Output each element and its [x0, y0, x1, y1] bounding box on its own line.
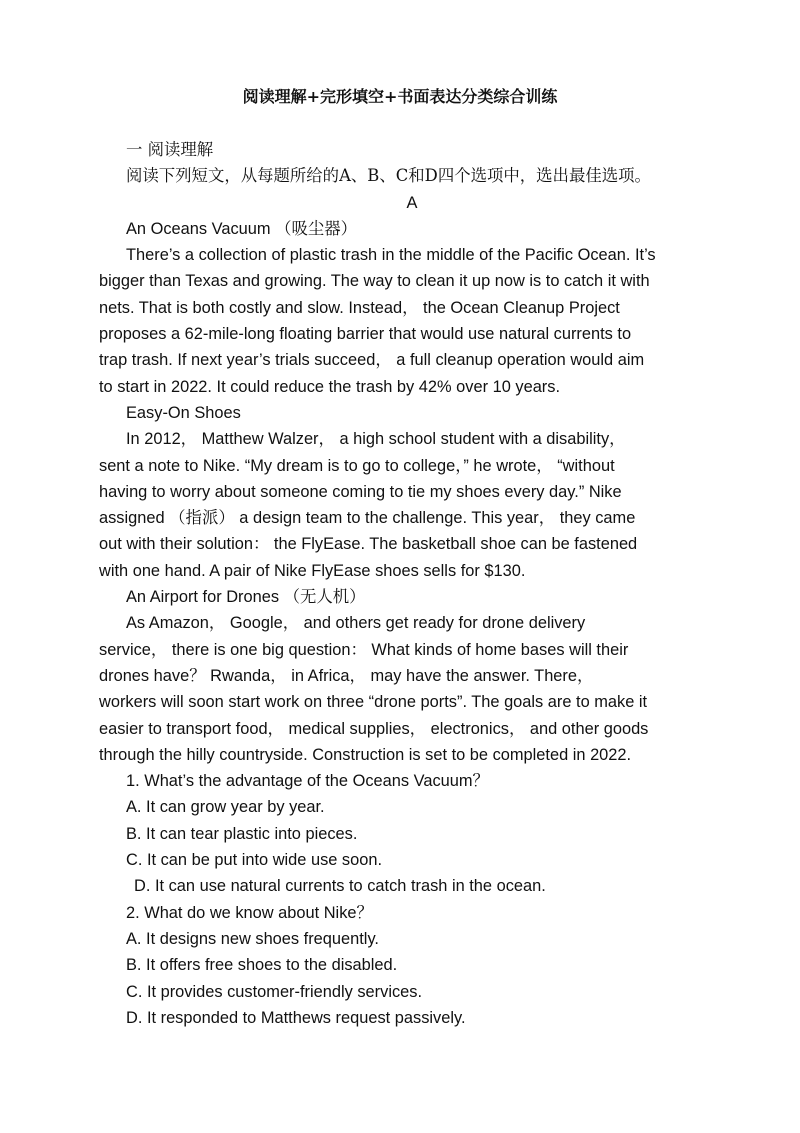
question-2-option-c: C. It provides customer-friendly services.: [126, 982, 423, 1001]
paragraph-line: out with their solution： the FlyEase. The basketball shoe can be fastened: [99, 535, 638, 554]
paragraph-line: sent a note to Nike. “My dream is to go to college，” he wrote， “without: [99, 456, 615, 475]
question-1-option-c: C. It can be put into wide use soon.: [126, 851, 383, 870]
paragraph-line: service， there is one big question： What kinds of home bases will their: [99, 640, 629, 659]
paragraph-line: nets. That is both costly and slow. Instead， the Ocean Cleanup Project: [99, 298, 620, 317]
question-2-stem: 2. What do we know about Nike？: [126, 903, 373, 922]
question-1-stem: 1. What’s the advantage of the Oceans Vacuum？: [126, 772, 489, 791]
question-2-option-a: A. It designs new shoes frequently.: [126, 929, 379, 948]
section-heading: 一 阅读理解: [126, 140, 214, 159]
passage-letter: A: [406, 193, 418, 212]
paragraph-line: to start in 2022. It could reduce the trash by 42% over 10 years.: [99, 377, 561, 396]
document-body: [99, 137, 705, 1031]
paragraph-line: through the hilly countryside. Construction is set to be completed in 2022.: [99, 745, 632, 764]
question-1-option-a: A. It can grow year by year.: [126, 798, 325, 817]
paragraph-line: bigger than Texas and growing. The way to clean it up now is to catch it with: [99, 272, 650, 291]
page-title: 阅读理解+完形填空+书面表达分类综合训练: [242, 87, 558, 106]
paragraph-line: having to worry about someone coming to tie my shoes every day.” Nike: [99, 482, 622, 501]
paragraph-line: trap trash. If next year’s trials succeed， a full cleanup operation would aim: [99, 351, 645, 370]
paragraph-line: There’s a collection of plastic trash in the middle of the Pacific Ocean. It’s: [126, 246, 656, 265]
paragraph-line: assigned （指派） a design team to the challenge. This year， they came: [99, 509, 636, 528]
paragraph-line: with one hand. A pair of Nike FlyEase shoes sells for $130.: [99, 561, 526, 580]
paragraph-line: workers will soon start work on three “drone ports”. The goals are to make it: [99, 693, 648, 712]
item-heading-airport-for-drones: An Airport for Drones （无人机）: [126, 588, 366, 607]
item-heading-oceans-vacuum: An Oceans Vacuum （吸尘器）: [126, 219, 358, 238]
paragraph-line: proposes a 62-mile-long floating barrier that would use natural currents to: [99, 325, 632, 344]
question-2-option-b: B. It offers free shoes to the disabled.: [126, 956, 398, 975]
question-1-option-b: B. It can tear plastic into pieces.: [126, 824, 358, 843]
question-1-option-d: D. It can use natural currents to catch trash in the ocean.: [134, 877, 546, 896]
paragraph-line: In 2012， Matthew Walzer， a high school student with a disability，: [126, 430, 626, 449]
instructions: 阅读下列短文，从每题所给的A、B、C和D四个选项中，选出最佳选项。: [126, 166, 651, 186]
paragraph-line: As Amazon， Google， and others get ready for drone delivery: [126, 614, 586, 633]
question-2-option-d: D. It responded to Matthews request passively.: [126, 1008, 466, 1027]
paragraph-line: easier to transport food， medical supplies， electronics， and other goods: [99, 719, 649, 738]
item-heading-easy-on-shoes: Easy-On Shoes: [126, 403, 241, 422]
paragraph-line: drones have？ Rwanda， in Africa， may have the answer. There，: [99, 666, 594, 685]
